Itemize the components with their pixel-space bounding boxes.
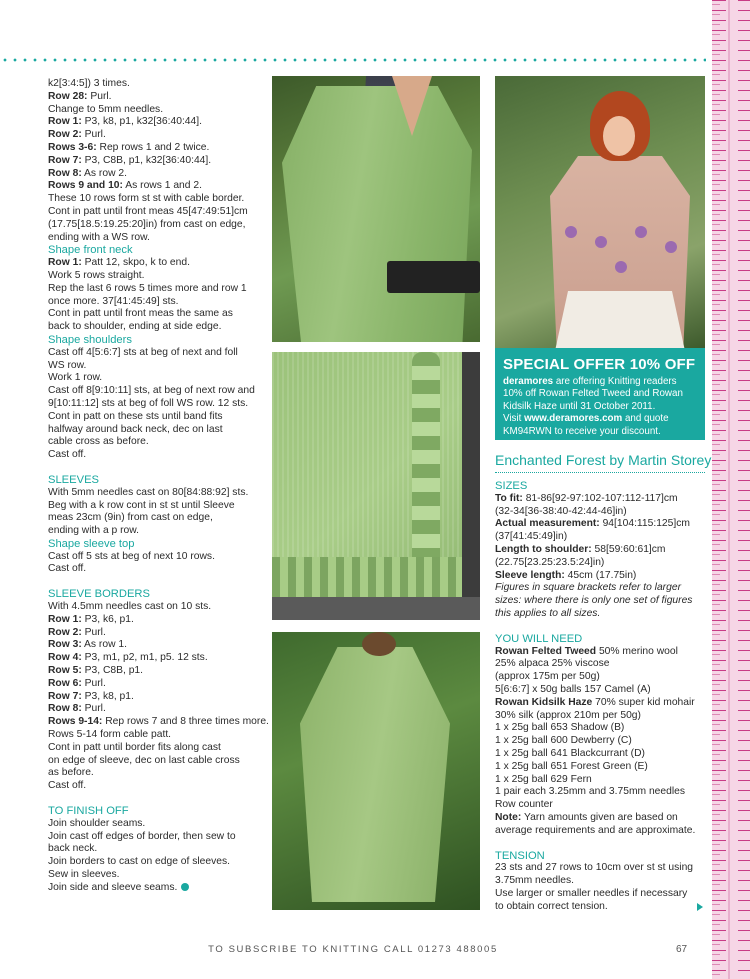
photo-cardigan-wrap <box>272 76 480 342</box>
instruction-line: Row 5: P3, C8B, p1. <box>48 665 144 677</box>
dotted-divider <box>0 58 706 62</box>
tension-line: to obtain correct tension. <box>495 900 608 912</box>
tension-line: Use larger or smaller needles if necessary <box>495 887 688 899</box>
size-line: Length to shoulder: 58[59:60:61]cm <box>495 543 666 555</box>
instruction-line: Cast off. <box>48 780 87 792</box>
instruction-line: Join cast off edges of border, then sew to <box>48 830 236 842</box>
instruction-line: Row 7: P3, k8, p1. <box>48 690 134 702</box>
instruction-line: Work 1 row. <box>48 372 103 384</box>
materials-line: Rowan Felted Tweed 50% merino wool <box>495 645 678 657</box>
materials-line: 25% alpaca 25% viscose <box>495 658 610 670</box>
instruction-line: Row 6: Purl. <box>48 677 106 689</box>
size-line: (32-34[36-38:40-42:44-46]in) <box>495 505 627 517</box>
instruction-line: on edge of sleeve, dec on last cable cross <box>48 754 240 766</box>
sleeves-title: SLEEVES <box>48 473 99 486</box>
instruction-line: WS row. <box>48 359 87 371</box>
instruction-line: Cast off. <box>48 563 87 575</box>
size-note-line: this applies to all sizes. <box>495 607 601 619</box>
instruction-line: halfway around back neck, dec on last <box>48 423 223 435</box>
instruction-line: meas 23cm (9in) from cast on edge, <box>48 512 213 524</box>
instruction-line: k2[3:4:5]) 3 times. <box>48 78 130 89</box>
size-note-line: Figures in square brackets refer to larger <box>495 582 681 594</box>
offer-line: KM94RWN to receive your discount. <box>503 425 661 437</box>
instruction-line: Rows 9-14: Rep rows 7 and 8 three times more. <box>48 716 269 728</box>
instruction-line: Join side and sleeve seams. <box>48 882 266 895</box>
offer-line: 10% off Rowan Felted Tweed and Rowan <box>503 388 683 400</box>
pattern-title: Enchanted Forest by Martin Storey <box>495 452 705 473</box>
materials-line: 5[6:6:7] x 50g balls 157 Camel (A) <box>495 683 651 695</box>
instruction-line: Row 8: Purl. <box>48 703 106 715</box>
materials-line: Note: Yarn amounts given are based on <box>495 811 678 823</box>
materials-line: Row counter <box>495 799 553 811</box>
materials-line: average requirements and are approximate. <box>495 824 696 836</box>
left-column <box>48 78 269 895</box>
instruction-line: 9[10:11:12] sts at beg of foll WS row. 12 sts. <box>48 397 249 409</box>
instruction-line: With 4.5mm needles cast on 10 sts. <box>48 601 212 613</box>
continue-arrow-icon <box>697 903 703 911</box>
instruction-line: back neck. <box>48 843 98 855</box>
tension-title: TENSION <box>495 849 545 862</box>
instruction-line: Beg with a k row cont in st st until Sleeve <box>48 499 235 511</box>
instruction-line: Sew in sleeves. <box>48 869 120 881</box>
instruction-line: Row 8: As row 2. <box>48 167 127 179</box>
size-line: Sleeve length: 45cm (17.75in) <box>495 569 637 581</box>
offer-title: SPECIAL OFFER 10% OFF <box>503 356 696 373</box>
end-dot-icon <box>181 883 189 891</box>
photo-cardigan-back <box>272 632 480 910</box>
instruction-line: Join borders to cast on edge of sleeves. <box>48 856 231 868</box>
instruction-line: These 10 rows form st st with cable border. <box>48 193 245 205</box>
instruction-line: Rows 3-6: Rep rows 1 and 2 twice. <box>48 141 210 153</box>
shape-sleeve-top-title: Shape sleeve top <box>48 537 135 550</box>
instruction-line: Cont in patt until front meas the same as <box>48 308 233 320</box>
materials-line: 1 x 25g ball 641 Blackcurrant (D) <box>495 747 645 759</box>
instruction-line: Rows 9 and 10: As rows 1 and 2. <box>48 180 202 192</box>
materials-line: (approx 175m per 50g) <box>495 671 600 683</box>
size-line: To fit: 81-86[92-97:102-107:112-117]cm <box>495 492 678 504</box>
instruction-line: Cast off 5 sts at beg of next 10 rows. <box>48 550 215 562</box>
instruction-line: Row 2: Purl. <box>48 129 106 141</box>
instruction-line: Cont in patt on these sts until band fits <box>48 410 223 422</box>
instruction-line: Work 5 rows straight. <box>48 269 145 281</box>
instruction-line: With 5mm needles cast on 80[84:88:92] sts. <box>48 486 249 498</box>
materials-line: 1 x 25g ball 651 Forest Green (E) <box>495 760 648 772</box>
instruction-line: Row 7: P3, C8B, p1, k32[36:40:44]. <box>48 154 212 166</box>
measuring-ruler <box>712 0 750 979</box>
offer-body <box>503 376 697 438</box>
size-line: (22.75[23.25:23.5:24]in) <box>495 556 605 568</box>
special-offer-box <box>495 348 705 440</box>
instruction-line: Row 1: P3, k6, p1. <box>48 613 134 625</box>
size-line: Actual measurement: 94[104:115:125]cm <box>495 518 690 530</box>
instruction-line: once more. 37[41:45:49] sts. <box>48 295 179 307</box>
instruction-line: Row 1: Patt 12, skpo, k to end. <box>48 257 190 269</box>
materials-line: 1 x 25g ball 653 Shadow (B) <box>495 722 625 734</box>
footer-subscribe: TO SUBSCRIBE TO KNITTING CALL 01273 488005 <box>208 944 498 955</box>
instruction-line: (17.75[18.5:19.25:20]in) from cast on edge, <box>48 218 246 230</box>
to-finish-title: TO FINISH OFF <box>48 805 129 818</box>
size-line: (37[41:45:49]in) <box>495 531 568 543</box>
right-column <box>495 480 705 914</box>
offer-line: Kidsilk Haze until 31 October 2011. <box>503 400 656 412</box>
instruction-line: Change to 5mm needles. <box>48 103 164 115</box>
materials-line: 1 pair each 3.25mm and 3.75mm needles <box>495 786 686 798</box>
instruction-line: Join shoulder seams. <box>48 817 146 829</box>
instruction-line: Cast off. <box>48 449 87 461</box>
materials-line: 30% silk (approx 210m per 50g) <box>495 709 641 721</box>
instruction-line: Row 1: P3, k8, p1, k32[36:40:44]. <box>48 116 202 128</box>
offer-line: deramores are offering Knitting readers <box>503 376 677 387</box>
instruction-line: ending with a WS row. <box>48 231 150 243</box>
instruction-line: Cont in patt until front meas 45[47:49:51]cm <box>48 205 248 217</box>
instruction-line: ending with a p row. <box>48 525 140 537</box>
instruction-line: Cast off 4[5:6:7] sts at beg of next and foll <box>48 346 238 358</box>
instruction-line: Cont in patt until border fits along cast <box>48 741 221 753</box>
materials-line: 1 x 25g ball 629 Fern <box>495 773 592 785</box>
instruction-line: back to shoulder, ending at side edge. <box>48 321 222 333</box>
instruction-line: cable cross as before. <box>48 436 149 448</box>
instruction-line: Row 28: Purl. <box>48 90 112 102</box>
tension-line: 23 sts and 27 rows to 10cm over st st using <box>495 862 694 874</box>
sleeve-borders-title: SLEEVE BORDERS <box>48 588 150 601</box>
instruction-line: Rows 5-14 form cable patt. <box>48 729 172 741</box>
instruction-line: Rep the last 6 rows 5 times more and row 1 <box>48 282 247 294</box>
instruction-line: as before. <box>48 767 94 779</box>
page-number: 67 <box>676 944 688 955</box>
photo-cable-detail <box>272 352 480 620</box>
you-will-need-title: YOU WILL NEED <box>495 632 583 645</box>
sizes-title: SIZES <box>495 480 528 492</box>
photo-model-sweater <box>495 76 705 348</box>
offer-line: Visit www.deramores.com and quote <box>503 413 669 425</box>
instruction-line: Row 4: P3, m1, p2, m1, p5. 12 sts. <box>48 652 208 664</box>
instruction-line: Row 2: Purl. <box>48 626 106 638</box>
shape-shoulders-title: Shape shoulders <box>48 333 132 346</box>
instruction-line: Row 3: As row 1. <box>48 639 127 651</box>
materials-line: Rowan Kidsilk Haze 70% super kid mohair <box>495 696 695 708</box>
instruction-line: Cast off 8[9:10:11] sts, at beg of next row and <box>48 385 255 397</box>
shape-front-neck-title: Shape front neck <box>48 244 133 257</box>
tension-line: 3.75mm needles. <box>495 875 574 887</box>
materials-line: 1 x 25g ball 600 Dewberry (C) <box>495 735 632 747</box>
size-note-line: sizes: where there is only one set of figures <box>495 595 693 607</box>
